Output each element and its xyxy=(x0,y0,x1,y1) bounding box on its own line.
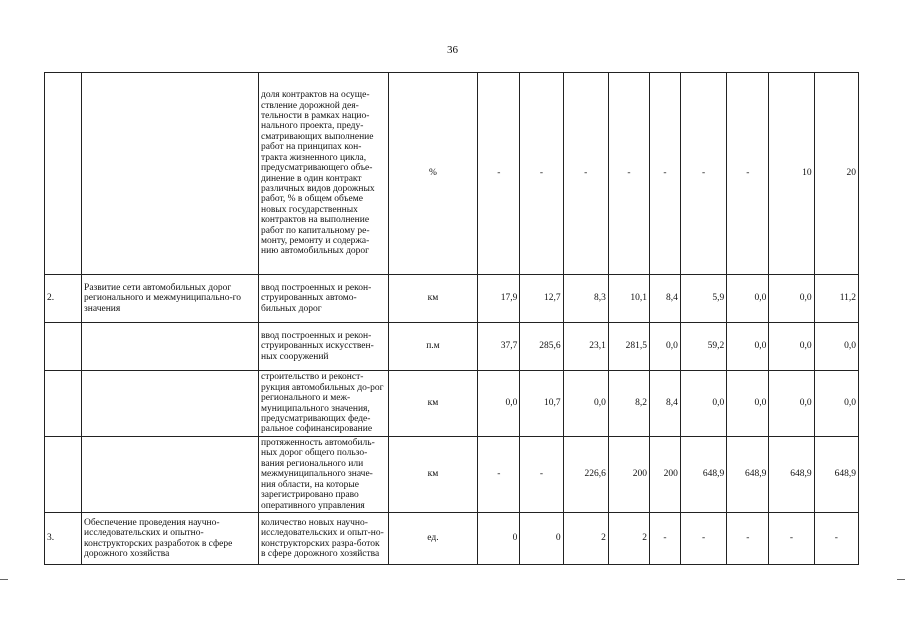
value-cell: 0,0 xyxy=(478,371,520,437)
indicator-cell: строительство и реконст-рукция автомобильных до-рог регионального и меж-муниципального значения, предусматривающих феде-ральное софинансирование xyxy=(259,371,389,437)
left-edge-mark xyxy=(0,579,8,580)
value-cell: 8,3 xyxy=(563,275,608,323)
table-row xyxy=(45,275,859,323)
unit-cell: км xyxy=(388,275,478,323)
value-cell: - xyxy=(608,73,649,275)
value-cell: - xyxy=(727,513,769,565)
row-number-cell xyxy=(45,323,82,371)
value-cell: 648,9 xyxy=(769,437,814,513)
unit-cell: п.м xyxy=(388,323,478,371)
value-cell: 281,5 xyxy=(608,323,649,371)
row-number-cell xyxy=(45,371,82,437)
direction-cell xyxy=(82,323,259,371)
unit-cell: км xyxy=(388,371,478,437)
value-cell: - xyxy=(814,513,858,565)
direction-cell xyxy=(82,437,259,513)
value-cell: 0,0 xyxy=(727,323,769,371)
value-cell: 0,0 xyxy=(563,371,608,437)
value-cell: 17,9 xyxy=(478,275,520,323)
value-cell: 20 xyxy=(814,73,858,275)
value-cell: 11,2 xyxy=(814,275,858,323)
value-cell: 37,7 xyxy=(478,323,520,371)
table-row xyxy=(45,371,859,437)
value-cell: - xyxy=(520,73,563,275)
table-row xyxy=(45,513,859,565)
value-cell: 0,0 xyxy=(680,371,726,437)
direction-cell xyxy=(82,371,259,437)
indicator-cell: количество новых научно-исследовательских и опыт-но-конструкторских разра-боток в сфере дорожного хозяйства xyxy=(259,513,389,565)
unit-cell: км xyxy=(388,437,478,513)
value-cell: 648,9 xyxy=(680,437,726,513)
value-cell: - xyxy=(520,437,563,513)
value-cell: 2 xyxy=(608,513,649,565)
value-cell: 200 xyxy=(650,437,681,513)
table-row xyxy=(45,73,859,275)
table-row xyxy=(45,323,859,371)
indicator-cell: ввод построенных и рекон-струированных искусствен-ных сооружений xyxy=(259,323,389,371)
value-cell: 0,0 xyxy=(814,323,858,371)
value-cell: 10,1 xyxy=(608,275,649,323)
page-number: 36 xyxy=(447,44,458,56)
value-cell: 0,0 xyxy=(769,323,814,371)
row-number-cell xyxy=(45,73,82,275)
value-cell: 8,2 xyxy=(608,371,649,437)
row-number-cell: 3. xyxy=(45,513,82,565)
value-cell: 0 xyxy=(520,513,563,565)
value-cell: 10,7 xyxy=(520,371,563,437)
indicators-table xyxy=(44,72,859,565)
value-cell: - xyxy=(650,73,681,275)
value-cell: - xyxy=(727,73,769,275)
value-cell: 0,0 xyxy=(769,371,814,437)
value-cell: 648,9 xyxy=(814,437,858,513)
value-cell: 0 xyxy=(478,513,520,565)
value-cell: - xyxy=(563,73,608,275)
value-cell: 2 xyxy=(563,513,608,565)
indicator-cell: ввод построенных и рекон-струированных автомо-бильных дорог xyxy=(259,275,389,323)
value-cell: 10 xyxy=(769,73,814,275)
value-cell: - xyxy=(478,73,520,275)
value-cell: 200 xyxy=(608,437,649,513)
value-cell: 8,4 xyxy=(650,371,681,437)
row-number-cell: 2. xyxy=(45,275,82,323)
value-cell: - xyxy=(680,513,726,565)
value-cell: 226,6 xyxy=(563,437,608,513)
table-row xyxy=(45,437,859,513)
right-edge-mark xyxy=(897,579,905,580)
value-cell: 23,1 xyxy=(563,323,608,371)
indicator-cell: доля контрактов на осуще-ствление дорожной дея-тельности в рамках нацио-нального проекта, преду-сматривающих выполнение работ на принципах кон-тракта жизненного цикла, предусматривающего объе-динение в один контракт различных видов дорожных работ, % в общем объеме новых государственных контрактов на выполнение работ по капитальному ре-монту, ремонту и содержа-нию автомобильных дорог xyxy=(259,73,389,275)
row-number-cell xyxy=(45,437,82,513)
indicator-cell: протяженность автомобиль-ных дорог общего пользо-вания регионального или межмуниципального значе-ния области, на которые зарегистрировано право оперативного управления xyxy=(259,437,389,513)
direction-cell xyxy=(82,73,259,275)
value-cell: 5,9 xyxy=(680,275,726,323)
value-cell: - xyxy=(680,73,726,275)
value-cell: 0,0 xyxy=(650,323,681,371)
value-cell: 648,9 xyxy=(727,437,769,513)
value-cell: 8,4 xyxy=(650,275,681,323)
value-cell: - xyxy=(650,513,681,565)
unit-cell: % xyxy=(388,73,478,275)
value-cell: - xyxy=(478,437,520,513)
unit-cell: ед. xyxy=(388,513,478,565)
value-cell: 285,6 xyxy=(520,323,563,371)
value-cell: 0,0 xyxy=(769,275,814,323)
direction-cell: Обеспечение проведения научно-исследовательских и опытно-конструкторских разработок в сфере дорожного хозяйства xyxy=(82,513,259,565)
value-cell: 12,7 xyxy=(520,275,563,323)
value-cell: 59,2 xyxy=(680,323,726,371)
value-cell: 0,0 xyxy=(814,371,858,437)
value-cell: 0,0 xyxy=(727,275,769,323)
value-cell: - xyxy=(769,513,814,565)
value-cell: 0,0 xyxy=(727,371,769,437)
direction-cell: Развитие сети автомобильных дорог регионального и межмуниципально-го значения xyxy=(82,275,259,323)
